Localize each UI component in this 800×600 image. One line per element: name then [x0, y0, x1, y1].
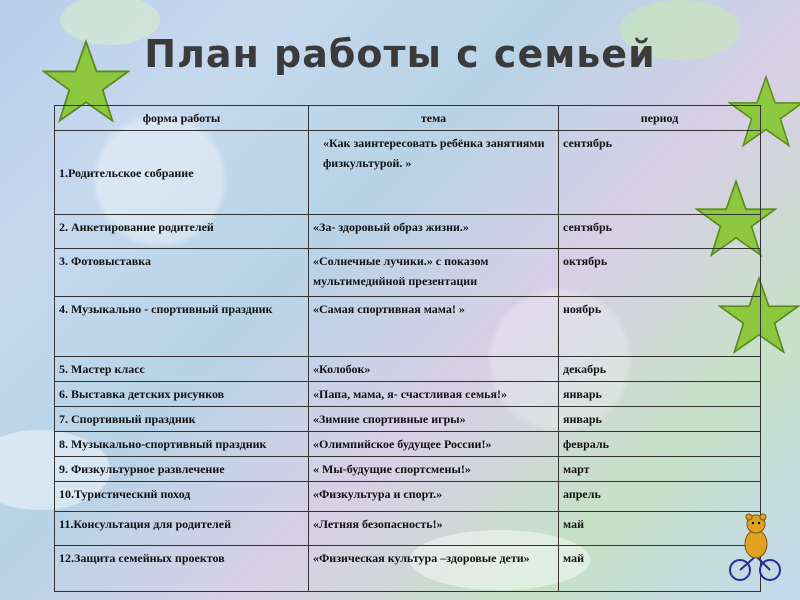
- table-row: [55, 215, 761, 249]
- bear-on-bicycle-icon: [726, 512, 782, 582]
- topic-cell: «Физическая культура –здоровые дети»: [309, 546, 559, 592]
- form-cell: 11.Консультация для родителей: [55, 512, 309, 546]
- form-cell: 10.Туристический поход: [55, 482, 309, 512]
- table-row: [55, 357, 761, 382]
- table-row: [55, 512, 761, 546]
- table-row: [55, 297, 761, 357]
- topic-cell: «Папа, мама, я- счастливая семья!»: [309, 382, 559, 407]
- period-cell: март: [559, 457, 761, 482]
- period-cell: январь: [559, 382, 761, 407]
- topic-cell: «Олимпийское будущее России!»: [309, 432, 559, 457]
- table-row: [55, 482, 761, 512]
- form-cell: 1.Родительское собрание: [55, 131, 309, 215]
- table-row: [55, 546, 761, 592]
- topic-cell: « Мы-будущие спортсмены!»: [309, 457, 559, 482]
- table-row: [55, 249, 761, 297]
- period-cell: сентябрь: [559, 131, 761, 215]
- period-cell: май: [559, 546, 761, 592]
- topic-cell: «За- здоровый образ жизни.»: [309, 215, 559, 249]
- topic-cell: «Физкультура и спорт.»: [309, 482, 559, 512]
- period-cell: январь: [559, 407, 761, 432]
- form-cell: 8. Музыкально-спортивный праздник: [55, 432, 309, 457]
- table-row: [55, 382, 761, 407]
- period-cell: октябрь: [559, 249, 761, 297]
- period-cell: сентябрь: [559, 215, 761, 249]
- form-cell: 9. Физкультурное развлечение: [55, 457, 309, 482]
- table-header-row: [55, 106, 761, 131]
- form-cell: 6. Выставка детских рисунков: [55, 382, 309, 407]
- column-header: форма работы: [55, 106, 309, 131]
- column-header: тема: [309, 106, 559, 131]
- form-cell: 4. Музыкально - спортивный праздник: [55, 297, 309, 357]
- work-plan-table: [54, 105, 761, 592]
- table-row: [55, 457, 761, 482]
- topic-cell: «Зимние спортивные игры»: [309, 407, 559, 432]
- table-row: [55, 407, 761, 432]
- table-row: [55, 131, 761, 215]
- topic-cell: «Как заинтересовать ребёнка занятиями физкультурой. »: [309, 131, 559, 215]
- form-cell: 5. Мастер класс: [55, 357, 309, 382]
- column-header: период: [559, 106, 761, 131]
- page-title: План работы с семьей: [144, 32, 656, 76]
- period-cell: февраль: [559, 432, 761, 457]
- period-cell: декабрь: [559, 357, 761, 382]
- topic-cell: «Солнечные лучики.» с показом мультимедийной презентации: [309, 249, 559, 297]
- topic-cell: «Самая спортивная мама! »: [309, 297, 559, 357]
- period-cell: ноябрь: [559, 297, 761, 357]
- form-cell: 12.Защита семейных проектов: [55, 546, 309, 592]
- topic-cell: «Летняя безопасность!»: [309, 512, 559, 546]
- table-row: [55, 432, 761, 457]
- topic-cell: «Колобок»: [309, 357, 559, 382]
- period-cell: апрель: [559, 482, 761, 512]
- form-cell: 3. Фотовыставка: [55, 249, 309, 297]
- form-cell: 7. Спортивный праздник: [55, 407, 309, 432]
- period-cell: май: [559, 512, 761, 546]
- form-cell: 2. Анкетирование родителей: [55, 215, 309, 249]
